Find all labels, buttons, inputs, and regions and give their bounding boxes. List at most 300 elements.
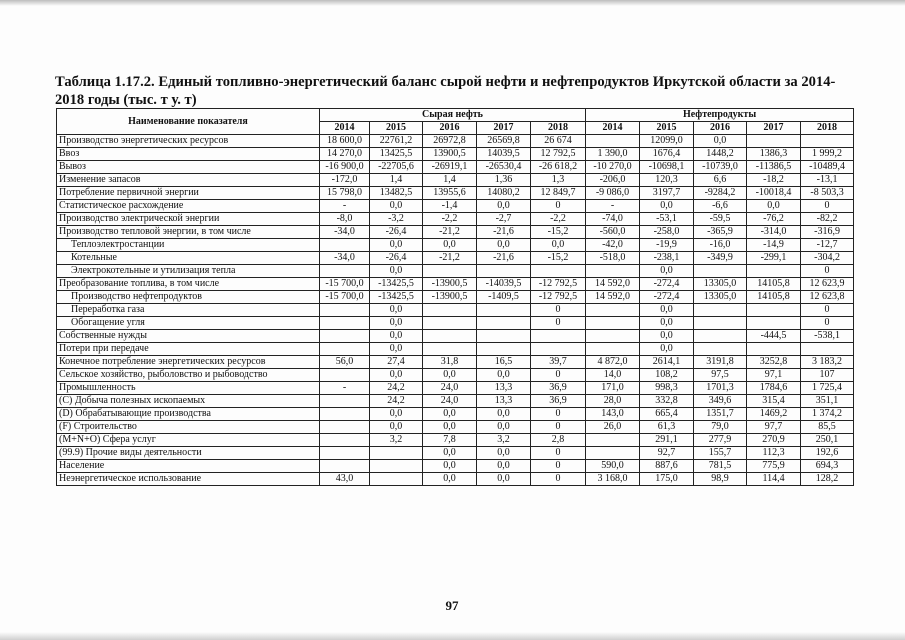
value-cell: -304,2 [801, 252, 854, 265]
value-cell [477, 304, 531, 317]
value-cell: -10739,0 [694, 161, 747, 174]
value-cell: -299,1 [747, 252, 801, 265]
value-cell [694, 343, 747, 356]
value-cell: 775,9 [747, 460, 801, 473]
value-cell [694, 265, 747, 278]
value-cell [423, 317, 477, 330]
table-row [57, 148, 854, 161]
value-cell: 4 872,0 [586, 356, 640, 369]
table-row [57, 343, 854, 356]
year-header: 2015 [640, 122, 694, 135]
value-cell: 0,0 [477, 369, 531, 382]
value-cell: -11386,5 [747, 161, 801, 174]
value-cell: 694,3 [801, 460, 854, 473]
value-cell: 24,2 [370, 382, 423, 395]
value-cell: 56,0 [320, 356, 370, 369]
value-cell [531, 343, 586, 356]
scan-edge-bottom [0, 632, 905, 640]
value-cell: 0,0 [640, 304, 694, 317]
table-row [57, 200, 854, 213]
value-cell: 18 600,0 [320, 135, 370, 148]
value-cell: 277,9 [694, 434, 747, 447]
value-cell: -272,4 [640, 278, 694, 291]
value-cell: 24,0 [423, 395, 477, 408]
balance-table [56, 108, 854, 486]
value-cell: -560,0 [586, 226, 640, 239]
value-cell: -2,2 [423, 213, 477, 226]
value-cell [370, 460, 423, 473]
value-cell [801, 343, 854, 356]
value-cell: 0,0 [640, 317, 694, 330]
year-header: 2014 [586, 122, 640, 135]
value-cell: 26972,8 [423, 135, 477, 148]
value-cell: -9 086,0 [586, 187, 640, 200]
value-cell: -21,6 [477, 226, 531, 239]
row-label: (D) Обрабатывающие производства [57, 408, 320, 421]
table-row [57, 447, 854, 460]
value-cell: 1 374,2 [801, 408, 854, 421]
year-header: 2017 [747, 122, 801, 135]
value-cell: -76,2 [747, 213, 801, 226]
value-cell: 114,4 [747, 473, 801, 486]
value-cell: -14,9 [747, 239, 801, 252]
value-cell: -26530,4 [477, 161, 531, 174]
row-label: Преобразование топлива, в том числе [57, 278, 320, 291]
page-number: 97 [445, 598, 459, 613]
value-cell: 349,6 [694, 395, 747, 408]
value-cell: -13900,5 [423, 291, 477, 304]
year-header: 2018 [801, 122, 854, 135]
value-cell: 13900,5 [423, 148, 477, 161]
year-header: 2014 [320, 122, 370, 135]
value-cell: 24,0 [423, 382, 477, 395]
value-cell: -13,1 [801, 174, 854, 187]
value-cell [320, 460, 370, 473]
value-cell: - [586, 200, 640, 213]
value-cell [586, 343, 640, 356]
value-cell: -272,4 [640, 291, 694, 304]
value-cell: -365,9 [694, 226, 747, 239]
table-row [57, 473, 854, 486]
value-cell: 36,9 [531, 382, 586, 395]
value-cell: 0 [801, 265, 854, 278]
value-cell: 13955,6 [423, 187, 477, 200]
value-cell: 14 592,0 [586, 278, 640, 291]
value-cell: -12 792,5 [531, 278, 586, 291]
year-header: 2018 [531, 122, 586, 135]
value-cell [370, 447, 423, 460]
value-cell: 97,7 [747, 421, 801, 434]
row-label: Ввоз [57, 148, 320, 161]
value-cell: 0 [531, 460, 586, 473]
value-cell: 0,0 [640, 330, 694, 343]
value-cell: 24,2 [370, 395, 423, 408]
value-cell: 1676,4 [640, 148, 694, 161]
header-row-groups [57, 109, 854, 122]
value-cell [423, 304, 477, 317]
value-cell: 14 270,0 [320, 148, 370, 161]
value-cell [586, 330, 640, 343]
value-cell: -82,2 [801, 213, 854, 226]
value-cell: 0 [531, 304, 586, 317]
value-cell: 1,3 [531, 174, 586, 187]
value-cell [747, 135, 801, 148]
value-cell: -13425,5 [370, 278, 423, 291]
value-cell: 1784,6 [747, 382, 801, 395]
value-cell: -15 700,0 [320, 291, 370, 304]
value-cell: 26 674 [531, 135, 586, 148]
table-row [57, 239, 854, 252]
row-label: Неэнергетическое использование [57, 473, 320, 486]
value-cell: 112,3 [747, 447, 801, 460]
value-cell: 12 849,7 [531, 187, 586, 200]
value-cell: 26569,8 [477, 135, 531, 148]
row-label: (F) Строительство [57, 421, 320, 434]
value-cell: 0,0 [370, 265, 423, 278]
value-cell [586, 135, 640, 148]
value-cell: 1351,7 [694, 408, 747, 421]
value-cell: 61,3 [640, 421, 694, 434]
table-row [57, 304, 854, 317]
value-cell [477, 343, 531, 356]
year-header: 2017 [477, 122, 531, 135]
value-cell [747, 343, 801, 356]
value-cell [747, 265, 801, 278]
value-cell: 0,0 [531, 239, 586, 252]
value-cell [477, 265, 531, 278]
value-cell: -172,0 [320, 174, 370, 187]
value-cell: 0 [531, 200, 586, 213]
table-row [57, 226, 854, 239]
value-cell [586, 447, 640, 460]
value-cell [477, 330, 531, 343]
value-cell: 85,5 [801, 421, 854, 434]
row-label: Население [57, 460, 320, 473]
value-cell: 120,3 [640, 174, 694, 187]
value-cell: 0,0 [370, 343, 423, 356]
value-cell: 13,3 [477, 382, 531, 395]
row-label: Производство тепловой энергии, в том числе [57, 226, 320, 239]
value-cell: -9284,2 [694, 187, 747, 200]
value-cell: -19,9 [640, 239, 694, 252]
value-cell: -8,0 [320, 213, 370, 226]
value-cell [586, 304, 640, 317]
value-cell: 15 798,0 [320, 187, 370, 200]
value-cell: -18,2 [747, 174, 801, 187]
value-cell: 315,4 [747, 395, 801, 408]
value-cell: 3252,8 [747, 356, 801, 369]
value-cell: 665,4 [640, 408, 694, 421]
value-cell: 3191,8 [694, 356, 747, 369]
value-cell: -2,2 [531, 213, 586, 226]
value-cell: -13900,5 [423, 278, 477, 291]
value-cell: 0 [531, 473, 586, 486]
value-cell: 14080,2 [477, 187, 531, 200]
value-cell: 0,0 [640, 343, 694, 356]
value-cell: 1 725,4 [801, 382, 854, 395]
value-cell [370, 473, 423, 486]
row-label: Вывоз [57, 161, 320, 174]
value-cell: 590,0 [586, 460, 640, 473]
table-row [57, 265, 854, 278]
value-cell: 192,6 [801, 447, 854, 460]
value-cell [320, 434, 370, 447]
value-cell: 108,2 [640, 369, 694, 382]
value-cell [320, 304, 370, 317]
value-cell: 14039,5 [477, 148, 531, 161]
table-row [57, 330, 854, 343]
value-cell: 0,0 [423, 369, 477, 382]
value-cell: 0,0 [477, 200, 531, 213]
scan-edge-top [0, 0, 905, 6]
value-cell: 107 [801, 369, 854, 382]
value-cell: -53,1 [640, 213, 694, 226]
value-cell: -34,0 [320, 226, 370, 239]
value-cell: -10698,1 [640, 161, 694, 174]
value-cell: 2,8 [531, 434, 586, 447]
value-cell: 3 183,2 [801, 356, 854, 369]
value-cell: 1,36 [477, 174, 531, 187]
value-cell [320, 343, 370, 356]
value-cell: 98,9 [694, 473, 747, 486]
value-cell: 92,7 [640, 447, 694, 460]
value-cell: 1386,3 [747, 148, 801, 161]
value-cell: 0,0 [477, 460, 531, 473]
value-cell: -8 503,3 [801, 187, 854, 200]
row-label: Собственные нужды [57, 330, 320, 343]
value-cell: -22705,6 [370, 161, 423, 174]
value-cell [694, 304, 747, 317]
value-cell: -10 270,0 [586, 161, 640, 174]
value-cell: 97,1 [747, 369, 801, 382]
value-cell [320, 408, 370, 421]
value-cell [747, 317, 801, 330]
value-cell [320, 369, 370, 382]
value-cell: -21,6 [477, 252, 531, 265]
value-cell: -258,0 [640, 226, 694, 239]
table-row [57, 408, 854, 421]
row-label: (99.9) Прочие виды деятельности [57, 447, 320, 460]
value-cell: -21,2 [423, 252, 477, 265]
value-cell: 0 [531, 369, 586, 382]
value-cell [694, 330, 747, 343]
value-cell: 0,0 [370, 330, 423, 343]
value-cell: 1701,3 [694, 382, 747, 395]
value-cell: 0 [801, 200, 854, 213]
value-cell: 12099,0 [640, 135, 694, 148]
table-row [57, 395, 854, 408]
value-cell: 26,0 [586, 421, 640, 434]
value-cell: 22761,2 [370, 135, 423, 148]
value-cell [320, 330, 370, 343]
row-label: Электрокотельные и утилизация тепла [57, 265, 320, 278]
value-cell: 0,0 [423, 447, 477, 460]
value-cell: -26,4 [370, 226, 423, 239]
value-cell: 97,5 [694, 369, 747, 382]
value-cell: 1,4 [370, 174, 423, 187]
value-cell: 175,0 [640, 473, 694, 486]
value-cell: -316,9 [801, 226, 854, 239]
row-label: Котельные [57, 252, 320, 265]
value-cell: 14105,8 [747, 278, 801, 291]
value-cell: 3,2 [477, 434, 531, 447]
table-row [57, 382, 854, 395]
value-cell [694, 317, 747, 330]
table-row [57, 213, 854, 226]
value-cell: 0,0 [747, 200, 801, 213]
row-label: (М+N+O) Сфера услуг [57, 434, 320, 447]
petroleum-products-group-header: Нефтепродукты [586, 109, 854, 122]
table-row [57, 356, 854, 369]
value-cell: -238,1 [640, 252, 694, 265]
row-label: Производство нефтепродуктов [57, 291, 320, 304]
value-cell [320, 265, 370, 278]
value-cell: 0,0 [477, 408, 531, 421]
crude-oil-group-header: Сырая нефть [320, 109, 586, 122]
value-cell: 0,0 [640, 200, 694, 213]
value-cell: 781,5 [694, 460, 747, 473]
value-cell: 13425,5 [370, 148, 423, 161]
value-cell: 1 390,0 [586, 148, 640, 161]
value-cell: 3,2 [370, 434, 423, 447]
value-cell: 291,1 [640, 434, 694, 447]
value-cell: 0 [531, 408, 586, 421]
value-cell: 12 623,9 [801, 278, 854, 291]
value-cell [531, 265, 586, 278]
value-cell [320, 395, 370, 408]
value-cell: 0,0 [370, 200, 423, 213]
value-cell: -10018,4 [747, 187, 801, 200]
value-cell: 270,9 [747, 434, 801, 447]
value-cell: 0,0 [370, 239, 423, 252]
value-cell: -518,0 [586, 252, 640, 265]
value-cell: 14 592,0 [586, 291, 640, 304]
value-cell: -26,4 [370, 252, 423, 265]
value-cell: -42,0 [586, 239, 640, 252]
value-cell: -3,2 [370, 213, 423, 226]
value-cell: -2,7 [477, 213, 531, 226]
year-header: 2016 [423, 122, 477, 135]
value-cell: 1469,2 [747, 408, 801, 421]
value-cell [423, 343, 477, 356]
value-cell: -314,0 [747, 226, 801, 239]
value-cell: 128,2 [801, 473, 854, 486]
value-cell: -1409,5 [477, 291, 531, 304]
value-cell: -34,0 [320, 252, 370, 265]
value-cell [477, 317, 531, 330]
value-cell: 12 623,8 [801, 291, 854, 304]
value-cell [320, 239, 370, 252]
value-cell: 250,1 [801, 434, 854, 447]
value-cell: 1,4 [423, 174, 477, 187]
value-cell: 0 [531, 447, 586, 460]
value-cell: -12 792,5 [531, 291, 586, 304]
value-cell: 16,5 [477, 356, 531, 369]
value-cell: -21,2 [423, 226, 477, 239]
value-cell [320, 317, 370, 330]
value-cell [586, 265, 640, 278]
value-cell: 0 [531, 421, 586, 434]
value-cell: 36,9 [531, 395, 586, 408]
value-cell: 43,0 [320, 473, 370, 486]
value-cell [531, 330, 586, 343]
value-cell [586, 317, 640, 330]
value-cell: -26 618,2 [531, 161, 586, 174]
value-cell: 28,0 [586, 395, 640, 408]
table-row [57, 291, 854, 304]
row-label: Промышленность [57, 382, 320, 395]
value-cell: -16 900,0 [320, 161, 370, 174]
value-cell: -12,7 [801, 239, 854, 252]
row-label: Теплоэлектростанции [57, 239, 320, 252]
row-label: Изменение запасов [57, 174, 320, 187]
value-cell: 998,3 [640, 382, 694, 395]
value-cell: 0,0 [370, 408, 423, 421]
value-cell: -74,0 [586, 213, 640, 226]
value-cell [320, 421, 370, 434]
value-cell: -1,4 [423, 200, 477, 213]
value-cell: 0,0 [370, 304, 423, 317]
table-title: Таблица 1.17.2. Единый топливно-энергетический баланс сырой нефти и нефтепродуктов Иркутской области за 2014-2018 годы (тыс. т у. т) [55, 74, 836, 108]
value-cell: 0,0 [640, 265, 694, 278]
value-cell: 0 [531, 317, 586, 330]
value-cell: 0,0 [477, 421, 531, 434]
year-header: 2015 [370, 122, 423, 135]
value-cell: 3197,7 [640, 187, 694, 200]
value-cell: 13305,0 [694, 278, 747, 291]
value-cell [586, 434, 640, 447]
value-cell: 0,0 [370, 317, 423, 330]
table-row [57, 135, 854, 148]
table-row [57, 434, 854, 447]
table-row [57, 317, 854, 330]
row-label: Статистическое расхождение [57, 200, 320, 213]
value-cell: 6,6 [694, 174, 747, 187]
value-cell: 2614,1 [640, 356, 694, 369]
value-cell: 143,0 [586, 408, 640, 421]
value-cell [423, 265, 477, 278]
value-cell: 0,0 [477, 473, 531, 486]
value-cell [320, 447, 370, 460]
value-cell: 0,0 [423, 408, 477, 421]
value-cell: 39,7 [531, 356, 586, 369]
value-cell: -59,5 [694, 213, 747, 226]
value-cell: 887,6 [640, 460, 694, 473]
value-cell: -15 700,0 [320, 278, 370, 291]
value-cell: 27,4 [370, 356, 423, 369]
row-label: Производство электрической энергии [57, 213, 320, 226]
value-cell: 14,0 [586, 369, 640, 382]
value-cell: -26919,1 [423, 161, 477, 174]
value-cell: 13482,5 [370, 187, 423, 200]
table-row [57, 252, 854, 265]
value-cell [801, 135, 854, 148]
value-cell: 0,0 [477, 239, 531, 252]
value-cell: 0,0 [423, 460, 477, 473]
value-cell: 1448,2 [694, 148, 747, 161]
value-cell: 0 [801, 317, 854, 330]
value-cell: 1 999,2 [801, 148, 854, 161]
table-row [57, 460, 854, 473]
table-row [57, 369, 854, 382]
name-column-header: Наименование показателя [57, 109, 320, 135]
table-body [57, 135, 854, 486]
value-cell: -13425,5 [370, 291, 423, 304]
value-cell: 351,1 [801, 395, 854, 408]
value-cell: 0,0 [694, 135, 747, 148]
value-cell: 0,0 [423, 421, 477, 434]
row-label: Обогащение угля [57, 317, 320, 330]
